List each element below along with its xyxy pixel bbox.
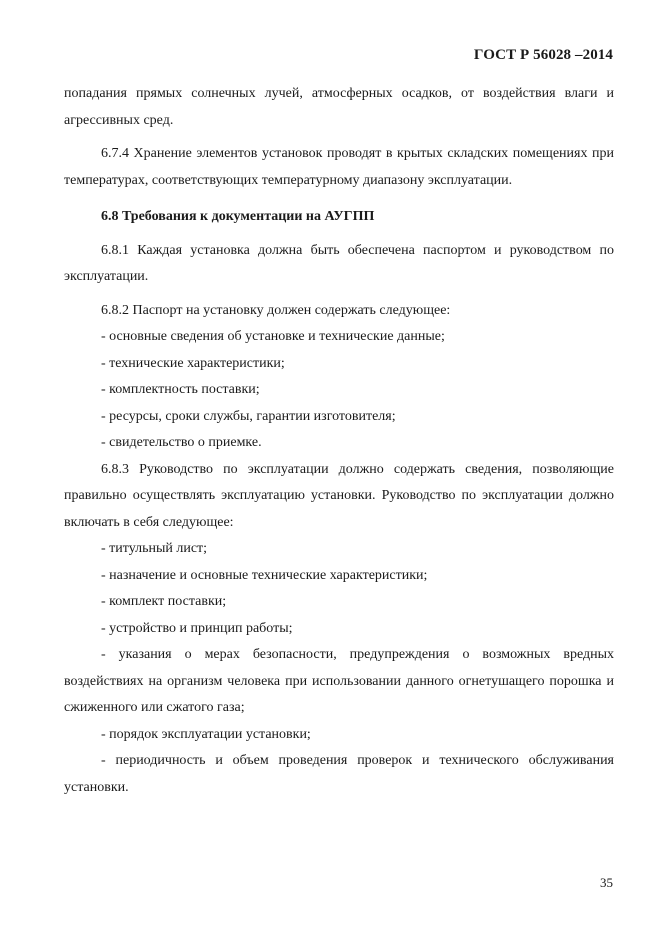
list-item: - технические характеристики; [101,355,285,371]
list-item: - комплект поставки; [101,594,227,609]
list-item: - свидетельство о приемке. [101,435,262,450]
list-item: - основные сведения об установке и технические данные; [101,329,445,344]
list-item: - назначение и основные технические характеристики; [101,567,428,583]
paragraph-continuation: попадания прямых солнечных лучей, атмосферных осадков, от воздействия влаги и агрессивных сред. [64,86,614,128]
paragraph-6-8-3: 6.8.3 Руководство по эксплуатации должно содержать сведения, позволяющие правильно осуществлять эксплуатацию установки. Руководство по эксплуатации должно включать в себя следующее: [64,461,614,530]
list-item: - устройство и принцип работы; [101,620,293,636]
list-item: - титульный лист; [101,541,208,556]
list-item: - комплектность поставки; [101,382,260,397]
paragraph-6-7-4: 6.7.4 Хранение элементов установок проводят в крытых складских помещениях при температурах, соответствующих температурному диапазону эксплуатации. [64,146,614,188]
document-code: ГОСТ Р 56028 –2014 [473,47,613,63]
paragraph-6-8-2: 6.8.2 Паспорт на установку должен содержать следующее: [101,302,451,318]
section-heading-6-8: 6.8 Требования к документации на АУГПП [101,209,375,224]
paragraph-6-8-1: 6.8.1 Каждая установка должна быть обеспечена паспортом и руководством по эксплуатации. [64,242,614,284]
list-item-periodic: - периодичность и объем проведения проверок и технического обслуживания установки. [64,753,614,795]
list-item: - порядок эксплуатации установки; [101,726,311,742]
page-number: 35 [600,875,613,890]
list-item: - ресурсы, сроки службы, гарантии изготовителя; [101,408,396,424]
document-body [64,81,614,801]
list-item-safety: - указания о мерах безопасности, предупреждения о возможных вредных воздействиях на организм человека при использовании данного огнетушащего порошка и сжиженного или сжатого газа; [64,647,614,715]
